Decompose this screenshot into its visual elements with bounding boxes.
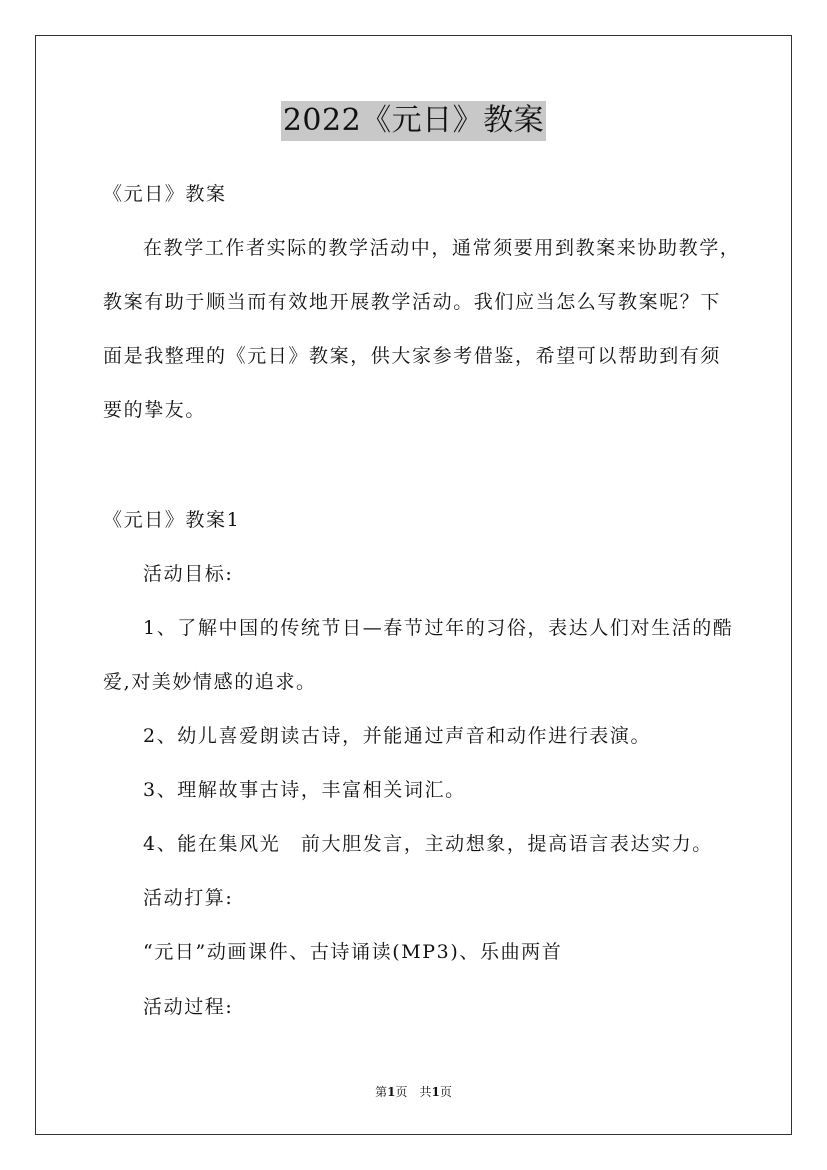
goal-2: 2、幼儿喜爱朗读古诗，并能通过声音和动作进行表演。: [143, 725, 652, 747]
goal-1-line-2: 爱,对美妙情感的追求。: [103, 671, 317, 693]
title-container: [0, 101, 827, 141]
goals-label: 活动目标:: [143, 563, 234, 585]
process-label: 活动过程:: [143, 996, 234, 1018]
footer-page-word-1: 第: [375, 1085, 388, 1099]
intro-line-1: 在教学工作者实际的教学活动中，通常须要用到教案来协助教学，: [143, 237, 741, 259]
document-title: 2022《元日》教案: [281, 101, 546, 141]
intro-line-3: 面是我整理的《元日》教案，供大家参考借鉴，希望可以帮助到有须: [103, 345, 722, 367]
footer-page-word-3: 页: [439, 1085, 452, 1099]
prep-label: 活动打算:: [143, 887, 234, 909]
intro-line-2: 教案有助于顺当而有效地开展教学活动。我们应当怎么写教案呢？下: [103, 291, 722, 313]
page-footer: [0, 1084, 827, 1100]
footer-page-word-2: 页 共: [395, 1085, 432, 1099]
goal-1-line-1: 1、了解中国的传统节日—春节过年的习俗，表达人们对生活的酷: [143, 617, 734, 639]
footer-total-pages: 1: [431, 1085, 440, 1099]
prep-items: “元日”动画课件、古诗诵读(MP3)、乐曲两首: [143, 941, 563, 963]
goal-3: 3、理解故事古诗，丰富相关词汇。: [143, 779, 466, 801]
goal-4: 4、能在集风光 前大胆发言，主动想象，提高语言表达实力。: [143, 833, 713, 855]
section-heading: 《元日》教案1: [103, 509, 241, 531]
document-subtitle: 《元日》教案: [103, 183, 227, 205]
footer-page-number: 1: [387, 1085, 396, 1099]
intro-line-4: 要的挚友。: [103, 399, 207, 421]
